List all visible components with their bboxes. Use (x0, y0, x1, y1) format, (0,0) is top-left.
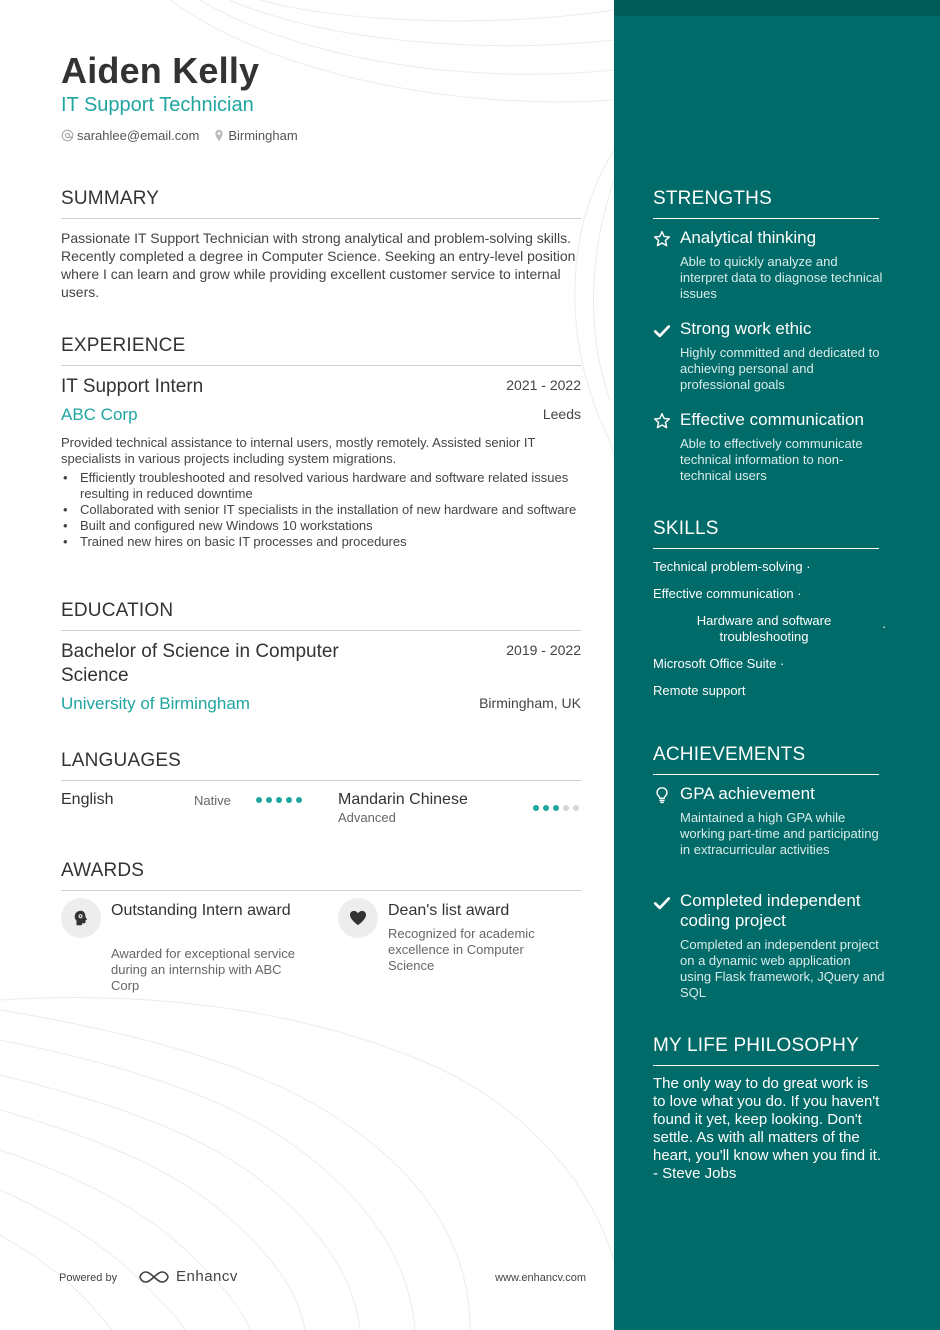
job-title: IT Support Intern (61, 376, 204, 397)
language-proficiency-dots (533, 805, 579, 811)
strength-description: Highly committed and dedicated to achieving personal and professional goals (680, 345, 880, 392)
skill-item: Remote support (653, 683, 746, 698)
contact-location (213, 128, 297, 143)
location-pin-icon (213, 129, 225, 142)
language-level: Native (194, 793, 231, 808)
infinity-logo-icon (138, 1269, 170, 1285)
achievements-heading: ACHIEVEMENTS (653, 744, 879, 775)
sidebar-top-band (614, 0, 940, 16)
award-icon-badge (338, 898, 378, 938)
proficiency-dot-filled (286, 797, 292, 803)
location-text: Birmingham (228, 128, 298, 143)
skill-item: Microsoft Office Suite · (653, 656, 785, 671)
heart-icon (349, 910, 367, 926)
award-icon-badge (61, 898, 101, 938)
language-name: English (61, 791, 114, 808)
proficiency-dot-filled (543, 805, 549, 811)
achievement-title: Completed independent coding project (680, 891, 861, 930)
achievement-description: Maintained a high GPA while working part-time and participating in extracurricular activities (680, 810, 879, 857)
award-description: Recognized for academic excellence in Computer Science (388, 926, 535, 973)
job-dates: 2021 - 2022 (506, 377, 581, 393)
job-description: Provided technical assistance to internal users, mostly remotely. Assisted senior IT specialists in various projects including system migrations. (61, 435, 536, 466)
skill-item: Effective communication · (653, 586, 802, 601)
achievement-description: Completed an independent project on a dynamic web application using Flask framework, JQuery and SQL (680, 937, 885, 1000)
job-bullets (61, 470, 581, 550)
strength-title: Effective communication (680, 410, 864, 429)
proficiency-dot-filled (553, 805, 559, 811)
education-school: University of Birmingham (61, 694, 250, 713)
contact-row (61, 128, 298, 143)
website-link[interactable]: www.enhancv.com (495, 1272, 586, 1284)
skill-item: Hardware and software troubleshooting (696, 613, 832, 644)
experience-heading: EXPERIENCE (61, 335, 581, 366)
language-name: Mandarin Chinese (338, 791, 468, 808)
star-icon (653, 412, 671, 430)
skill-separator: · (882, 619, 887, 634)
proficiency-dot-filled (266, 797, 272, 803)
list-item: • Built and configured new Windows 10 workstations (61, 518, 581, 534)
strength-title: Strong work ethic (680, 319, 812, 338)
lightbulb-icon (653, 786, 671, 804)
footer (59, 1266, 586, 1290)
award-title: Dean's list award (388, 902, 510, 919)
languages-heading: LANGUAGES (61, 750, 581, 781)
summary-text: Passionate IT Support Technician with strong analytical and problem-solving skills. Recently completed a degree in Computer Science. Seeking an entry-level position where I can learn and grow while providing excellent customer service to internal users. (61, 230, 576, 300)
proficiency-dot-filled (256, 797, 262, 803)
list-item: • Trained new hires on basic IT processes and procedures (61, 534, 581, 550)
proficiency-dot-filled (533, 805, 539, 811)
brain-head-icon (72, 909, 90, 927)
powered-by-text: Powered by (59, 1272, 118, 1284)
sidebar (614, 0, 940, 1330)
check-icon (653, 894, 671, 912)
philosophy-heading: MY LIFE PHILOSOPHY (653, 1035, 879, 1066)
education-location: Birmingham, UK (479, 695, 581, 711)
star-icon (653, 230, 671, 248)
at-sign-icon (61, 129, 74, 142)
language-level: Advanced (338, 810, 396, 825)
skills-heading: SKILLS (653, 518, 879, 549)
philosophy-quote: The only way to do great work is to love what you do. If you haven't found it yet, keep looking. Don't settle. As with all matters of the heart, you'll know when you find it. - Steve Jobs (653, 1075, 881, 1182)
check-icon (653, 322, 671, 340)
education-dates: 2019 - 2022 (506, 642, 581, 658)
proficiency-dot-empty (563, 805, 569, 811)
list-item: • Efficiently troubleshooted and resolved various hardware and software related issues resulting in reduced downtime (61, 470, 581, 502)
education-heading: EDUCATION (61, 600, 581, 631)
skill-item: Technical problem-solving · (653, 559, 811, 574)
brand-name: Enhancv (176, 1268, 238, 1285)
email-text: sarahlee@email.com (77, 128, 200, 143)
summary-heading: SUMMARY (61, 188, 581, 219)
enhancv-logo[interactable] (138, 1268, 238, 1285)
job-location: Leeds (542, 406, 581, 422)
proficiency-dot-filled (296, 797, 302, 803)
candidate-name: Aiden Kelly (61, 50, 260, 91)
education-degree: Bachelor of Science in Computer Science (61, 641, 339, 686)
list-item: • Collaborated with senior IT specialists in the installation of new hardware and software (61, 502, 581, 518)
language-proficiency-dots (256, 797, 302, 803)
award-description: Awarded for exceptional service during an internship with ABC Corp (111, 946, 296, 993)
proficiency-dot-empty (573, 805, 579, 811)
job-company: ABC Corp (61, 405, 138, 424)
strengths-heading: STRENGTHS (653, 188, 879, 219)
strength-description: Able to quickly analyze and interpret data to diagnose technical issues (680, 254, 883, 301)
award-title: Outstanding Intern award (111, 902, 291, 919)
proficiency-dot-filled (276, 797, 282, 803)
candidate-role: IT Support Technician (61, 94, 254, 116)
awards-heading: AWARDS (61, 860, 581, 891)
achievement-title: GPA achievement (680, 784, 815, 803)
contact-email[interactable] (61, 128, 199, 143)
strength-title: Analytical thinking (680, 228, 817, 247)
strength-description: Able to effectively communicate technical information to non-technical users (680, 436, 863, 483)
